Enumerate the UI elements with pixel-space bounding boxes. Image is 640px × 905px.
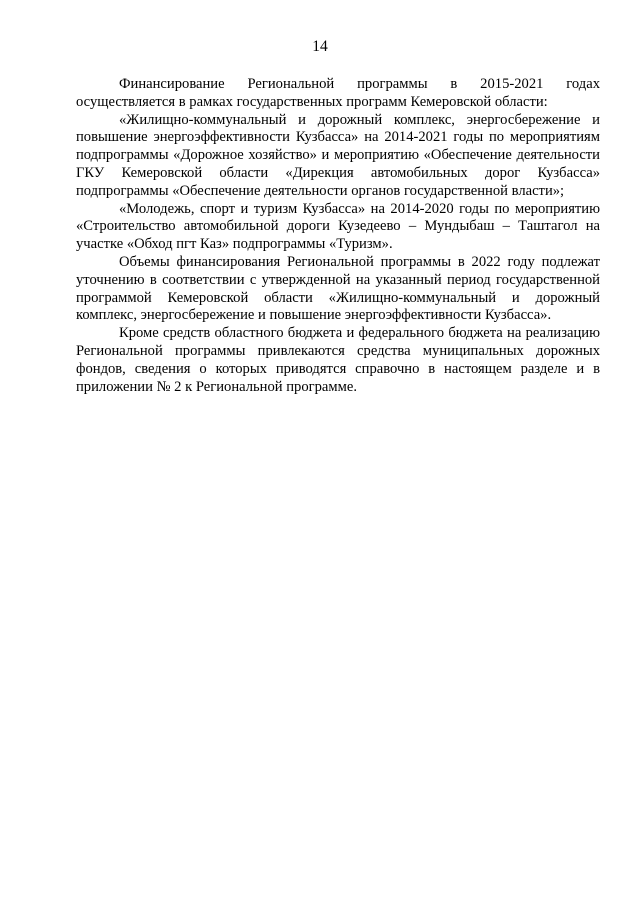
document-body	[76, 76, 600, 396]
paragraph-municipal-funds: Кроме средств областного бюджета и федерального бюджета на реализацию Региональной программы привлекаются средства муниципальных дорожных фондов, сведения о которых приводятся справочно в настоящем разделе и в приложении № 2 к Региональной программе.	[76, 325, 600, 395]
paragraph-financing-period: Финансирование Региональной программы в 2015-2021 годах осуществляется в рамках государственных программ Кемеровской области:	[76, 76, 600, 110]
page-number: 14	[312, 38, 328, 55]
paragraph-youth-sport-program: «Молодежь, спорт и туризм Кузбасса» на 2014-2020 годы по мероприятию «Строительство автомобильной дороги Кузедеево – Мундыбаш – Таштагол на участке «Обход пгт Каз» подпрограммы «Туризм».	[76, 200, 600, 253]
paragraph-funding-volumes-2022: Объемы финансирования Региональной программы в 2022 году подлежат уточнению в соответствии с утвержденной на указанный период государственной программой Кемеровской области «Жилищно-коммунальный и дорожный комплекс, энергосбережение и повышение энергоэффективности Кузбасса».	[76, 253, 600, 324]
paragraph-housing-program: «Жилищно-коммунальный и дорожный комплекс, энергосбережение и повышение энергоэффективности Кузбасса» на 2014-2021 годы по мероприятиям подпрограммы «Дорожное хозяйство» и мероприятию «Обеспечение деятельности ГКУ Кемеровской области «Дирекция автомобильных дорог Кузбасса» подпрограммы «Обеспечение деятельности органов государственной власти»;	[76, 111, 600, 199]
